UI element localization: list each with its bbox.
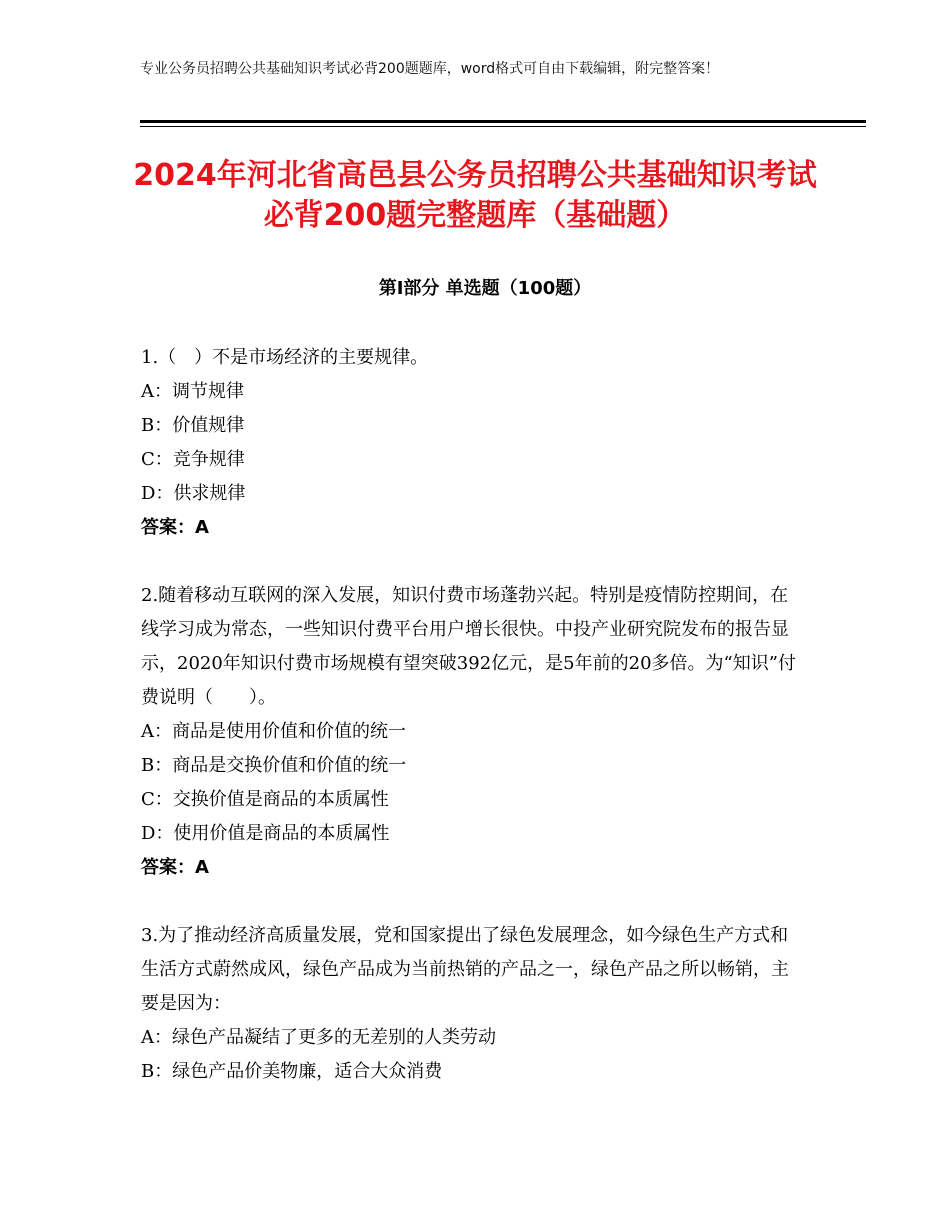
option-c: C：竞争规律 — [141, 449, 245, 470]
option-d: D：供求规律 — [141, 483, 246, 504]
header-divider-thin — [140, 126, 866, 127]
header-divider-thick — [140, 120, 866, 123]
question-stem: 2.随着移动互联网的深入发展，知识付费市场蓬勃兴起。特别是疫情防控期间，在线学习成为常态，一些知识付费平台用户增长很快。中投产业研究院发布的报告显示，2020年知识付费市场规模有望突破392亿元，是5年前的20多倍。为“知识”付费说明（ ）。 — [141, 585, 796, 708]
question-list — [141, 341, 801, 1089]
option-b: B：商品是交换价值和价值的统一 — [141, 755, 407, 776]
answer-line: 答案：A — [141, 857, 209, 878]
option-a: A：商品是使用价值和价值的统一 — [141, 721, 406, 742]
question-stem: 1.（ ）不是市场经济的主要规律。 — [141, 347, 429, 368]
option-b: B：价值规律 — [141, 415, 245, 436]
option-b: B：绿色产品价美物廉，适合大众消费 — [141, 1061, 443, 1082]
question-stem: 3.为了推动经济高质量发展，党和国家提出了绿色发展理念，如今绿色生产方式和生活方式蔚然成风，绿色产品成为当前热销的产品之一，绿色产品之所以畅销，主要是因为： — [141, 925, 789, 1014]
question-2 — [141, 579, 801, 885]
option-a: A：绿色产品凝结了更多的无差别的人类劳动 — [141, 1027, 496, 1048]
section-title: 第I部分 单选题（100题） — [378, 278, 592, 299]
answer-line: 答案：A — [141, 517, 209, 538]
question-1 — [141, 341, 801, 545]
option-a: A：调节规律 — [141, 381, 244, 402]
option-c: C：交换价值是商品的本质属性 — [141, 789, 389, 810]
header-note: 专业公务员招聘公共基础知识考试必背200题题库，word格式可自由下载编辑，附完整答案！ — [140, 61, 720, 77]
question-3 — [141, 919, 801, 1089]
document-title: 2024年河北省高邑县公务员招聘公共基础知识考试必背200题完整题库（基础题） — [133, 158, 817, 233]
option-d: D：使用价值是商品的本质属性 — [141, 823, 390, 844]
